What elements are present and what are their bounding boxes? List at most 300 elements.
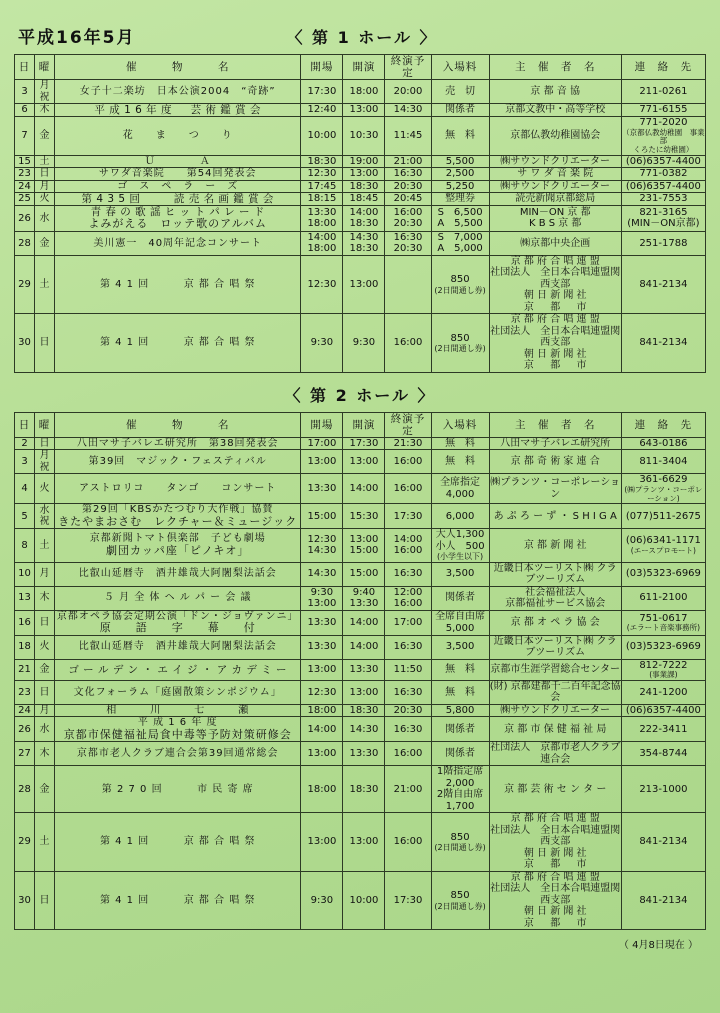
- cell-dow: 日: [35, 437, 55, 450]
- cell-organizer: 読売新聞京都総局: [489, 193, 621, 206]
- cell-organizer: 京 都 府 合 唱 連 盟 社団法人 全日本合唱連盟関西支部 朝 日 新 聞 社 京 都 市: [490, 314, 621, 372]
- cell-event-title: 文化フォーラム「庭園散策シンポジウム」: [55, 680, 301, 704]
- cell-end-time: 16:00: [385, 742, 431, 766]
- cell-fee: 無 料: [431, 680, 489, 704]
- cell-event-title: 女子十二楽坊 日本公演2004 “奇跡”: [55, 80, 301, 104]
- cell-organizer: ㈱プランツ・コーポレーション: [489, 474, 621, 504]
- cell-contact: (06)6341-1171 (エースプロモート): [621, 529, 705, 562]
- cell-dow: 土: [35, 255, 55, 314]
- cell-end-time: 16:30: [385, 635, 431, 659]
- cell-organizer: 京 都 府 合 唱 連 盟 社団法人 全日本合唱連盟関西支部 朝 日 新 聞 社 京 都 市: [490, 871, 621, 929]
- cell-fee: 無 料: [431, 450, 489, 474]
- cell-start-time: 13:00 15:00: [343, 529, 385, 562]
- cell-event-title: 第 4 1 回 京 都 合 唱 祭: [55, 255, 301, 314]
- cell-end-time: 16:00: [385, 314, 431, 373]
- cell-organizer: ㈱サウンドクリエーター: [489, 180, 621, 193]
- cell-event-title: Ｕ Ａ: [55, 155, 301, 168]
- cell-fee: 5,250: [431, 180, 489, 193]
- cell-day: 26: [15, 206, 35, 232]
- table-header-row: [15, 412, 706, 437]
- cell-organizer: 近畿日本ツーリスト㈱ クラブツーリズム: [489, 562, 621, 586]
- cell-start-time: 10:00: [343, 871, 385, 930]
- cell-start-time: 15:30: [343, 504, 385, 529]
- cell-start-time: 9:40 13:30: [343, 586, 385, 610]
- table-row: [15, 680, 706, 704]
- table-row: [15, 80, 706, 104]
- cell-organizer: 近畿日本ツーリスト㈱ クラブツーリズム: [489, 635, 621, 659]
- cell-open-time: 18:15: [301, 193, 343, 206]
- col-tel: 連 絡 先: [621, 55, 705, 80]
- cell-open-time: 17:30: [301, 80, 343, 104]
- cell-event-title: ゴ ス ペ ラ ー ズ: [55, 180, 301, 193]
- table-row: [15, 529, 706, 562]
- hall2-title: 〈 第 2 ホール 〉: [284, 385, 436, 405]
- col-title: 催 物 名: [55, 55, 301, 80]
- table-row: [15, 474, 706, 504]
- cell-event-title: ゴ ー ル デ ン ・ エ イ ジ ・ ア カ デ ミ ー: [55, 659, 301, 680]
- cell-contact: (077)511-2675: [621, 504, 705, 529]
- cell-start-time: 17:30: [343, 437, 385, 450]
- col-end: 終演予定: [385, 55, 431, 80]
- cell-end-time: 21:00: [385, 766, 431, 813]
- cell-fee: 5,800: [431, 704, 489, 717]
- month-label: 平成16年5月: [18, 28, 136, 48]
- cell-open-time: 12:30: [301, 168, 343, 181]
- cell-event-title: 八田マサ子バレエ研究所 第38回発表会: [55, 437, 301, 450]
- cell-organizer: 京 都 府 合 唱 連 盟 社団法人 全日本合唱連盟関西支部 朝 日 新 聞 社 京 都 市: [490, 255, 621, 313]
- cell-organizer: 京都市生涯学習総合センター: [489, 659, 621, 680]
- cell-contact: 841-2134: [621, 813, 705, 872]
- col-end: 終演予定: [385, 412, 431, 437]
- cell-contact: (06)6357-4400: [621, 155, 705, 168]
- cell-event-title: 京都新聞トマト倶楽部 子ども劇場 劇団カッパ座「ピノキオ」: [55, 529, 301, 562]
- cell-fee: 関係者: [431, 742, 489, 766]
- cell-contact: 222-3411: [621, 717, 705, 742]
- cell-open-time: 12:40: [301, 104, 343, 117]
- cell-day: 27: [15, 742, 35, 766]
- table-row: [15, 231, 706, 255]
- cell-start-time: 14:00 18:30: [343, 206, 385, 232]
- cell-dow: 木: [35, 586, 55, 610]
- cell-start-time: 14:30: [343, 717, 385, 742]
- cell-organizer: 社団法人 京都市老人クラブ連合会: [490, 742, 621, 765]
- cell-dow: 月 祝: [35, 80, 55, 104]
- cell-open-time: 9:30: [301, 314, 343, 373]
- cell-start-time: 13:00: [343, 450, 385, 474]
- cell-day: 25: [15, 193, 35, 206]
- table-row: [15, 813, 706, 872]
- cell-day: 15: [15, 155, 35, 168]
- cell-dow: 水: [35, 717, 55, 742]
- cell-fee: 3,500: [431, 562, 489, 586]
- cell-day: 24: [15, 180, 35, 193]
- cell-open-time: 15:00: [301, 504, 343, 529]
- cell-start-time: 10:30: [343, 117, 385, 155]
- col-fee: 入場料: [431, 412, 489, 437]
- cell-event-title: 第 4 3 5 回 読 売 名 画 鑑 賞 会: [55, 193, 301, 206]
- cell-fee: 関係者: [431, 104, 489, 117]
- cell-organizer: 京都仏教幼稚園協会: [489, 117, 621, 155]
- col-fee: 入場料: [431, 55, 489, 80]
- cell-organizer: ㈱サウンドクリエーター: [489, 704, 621, 717]
- cell-end-time: 16:00 20:30: [385, 206, 431, 232]
- col-start: 開演: [343, 412, 385, 437]
- cell-end-time: 16:30: [385, 717, 431, 742]
- col-title: 催 物 名: [55, 412, 301, 437]
- cell-contact: 812-7222 (事業課): [621, 659, 705, 680]
- cell-dow: 日: [35, 610, 55, 635]
- cell-open-time: 9:30: [301, 871, 343, 930]
- cell-open-time: 13:00: [301, 450, 343, 474]
- cell-open-time: 12:30 14:30: [301, 529, 343, 562]
- cell-fee: 関係者: [431, 717, 489, 742]
- col-day: 日: [15, 412, 35, 437]
- cell-contact: 241-1200: [621, 680, 705, 704]
- cell-contact: (03)5323-6969: [621, 562, 705, 586]
- cell-end-time: 11:50: [385, 659, 431, 680]
- cell-day: 5: [15, 504, 35, 529]
- cell-dow: 月 祝: [35, 450, 55, 474]
- cell-organizer: MIN－ON 京 都 K B S 京 都: [489, 206, 621, 232]
- cell-open-time: 18:00: [301, 766, 343, 813]
- cell-start-time: 14:00: [343, 474, 385, 504]
- table-row: [15, 871, 706, 930]
- cell-dow: 金: [35, 117, 55, 155]
- cell-dow: 火: [35, 635, 55, 659]
- cell-contact: 821-3165 (MIN－ON京都): [621, 206, 705, 232]
- cell-contact: 354-8744: [621, 742, 705, 766]
- cell-end-time: 20:30: [385, 704, 431, 717]
- hall1-table: [14, 54, 706, 373]
- cell-day: 23: [15, 168, 35, 181]
- cell-open-time: 17:00: [301, 437, 343, 450]
- cell-open-time: 13:30: [301, 474, 343, 504]
- cell-day: 7: [15, 117, 35, 155]
- cell-start-time: 13:00: [343, 255, 385, 314]
- cell-end-time: 21:30: [385, 437, 431, 450]
- cell-contact: 751-0617 (エラート音楽事務所): [621, 610, 705, 635]
- cell-day: 10: [15, 562, 35, 586]
- cell-open-time: 13:30: [301, 610, 343, 635]
- cell-start-time: 18:30: [343, 180, 385, 193]
- table-row: [15, 104, 706, 117]
- cell-dow: 日: [35, 680, 55, 704]
- cell-event-title: 青 春 の 歌 謡 ヒ ッ ト パ レ ー ド よみがえる ロッテ歌のアルバム: [55, 206, 301, 232]
- cell-organizer: (財) 京都建都千二百年記念協会: [489, 680, 621, 704]
- cell-day: 30: [15, 871, 35, 930]
- cell-contact: 841-2134: [621, 255, 705, 314]
- cell-dow: 木: [35, 742, 55, 766]
- cell-event-title: サワダ音楽院 第54回発表会: [55, 168, 301, 181]
- cell-contact: 841-2134: [621, 871, 705, 930]
- cell-end-time: 17:30: [385, 871, 431, 930]
- cell-end-time: 11:45: [385, 117, 431, 155]
- col-start: 開演: [343, 55, 385, 80]
- cell-open-time: 10:00: [301, 117, 343, 155]
- cell-dow: 木: [35, 104, 55, 117]
- cell-contact: 231-7553: [621, 193, 705, 206]
- table-row: [15, 193, 706, 206]
- cell-dow: 金: [35, 231, 55, 255]
- cell-start-time: 14:00: [343, 635, 385, 659]
- col-open: 開場: [301, 55, 343, 80]
- cell-event-title: 京都オペラ協会定期公演「ドン・ジョヴァンニ」 原 語 字 幕 付: [55, 610, 301, 635]
- cell-event-title: 第 2 7 0 回 市 民 寄 席: [55, 766, 301, 813]
- cell-day: 21: [15, 659, 35, 680]
- cell-open-time: 13:00: [301, 742, 343, 766]
- cell-day: 18: [15, 635, 35, 659]
- cell-day: 23: [15, 680, 35, 704]
- cell-end-time: 20:45: [385, 193, 431, 206]
- cell-day: 26: [15, 717, 35, 742]
- cell-fee: 無 料: [431, 659, 489, 680]
- cell-contact: 211-0261: [621, 80, 705, 104]
- cell-end-time: 16:00: [385, 450, 431, 474]
- table-row: [15, 117, 706, 155]
- cell-open-time: 13:00: [301, 659, 343, 680]
- cell-open-time: 18:00: [301, 704, 343, 717]
- cell-fee: 整理券: [431, 193, 489, 206]
- table-row: [15, 450, 706, 474]
- cell-open-time: 12:30: [301, 680, 343, 704]
- cell-fee: 3,500: [431, 635, 489, 659]
- cell-open-time: 14:00: [301, 717, 343, 742]
- cell-end-time: 21:00: [385, 155, 431, 168]
- cell-open-time: 13:00: [301, 813, 343, 872]
- cell-contact: (06)6357-4400: [621, 180, 705, 193]
- table-row: [15, 766, 706, 813]
- cell-organizer: 京 都 オ ペ ラ 協 会: [489, 610, 621, 635]
- hall2-body: [15, 437, 706, 929]
- table-row: [15, 155, 706, 168]
- cell-contact: 251-1788: [621, 231, 705, 255]
- cell-fee: 1階指定席2,000 2階自由席1,700: [431, 766, 489, 813]
- table-row: [15, 168, 706, 181]
- cell-start-time: 13:30: [343, 742, 385, 766]
- cell-event-title: 第 4 1 回 京 都 合 唱 祭: [55, 813, 301, 872]
- cell-fee: S 7,000 A 5,000: [431, 231, 489, 255]
- table-row: [15, 704, 706, 717]
- cell-event-title: 花 ま つ り: [55, 117, 301, 155]
- table-row: [15, 610, 706, 635]
- cell-day: 3: [15, 450, 35, 474]
- cell-end-time: 16:00: [385, 813, 431, 872]
- cell-fee: 850 (2日間通し券): [431, 871, 489, 930]
- cell-contact: 643-0186: [621, 437, 705, 450]
- cell-event-title: 相 川 七 瀬: [55, 704, 301, 717]
- col-open: 開場: [301, 412, 343, 437]
- cell-dow: 火: [35, 193, 55, 206]
- cell-dow: 土: [35, 529, 55, 562]
- hall1-title: 〈 第 1 ホール 〉: [286, 28, 438, 47]
- table-row: [15, 659, 706, 680]
- cell-end-time: 20:00: [385, 80, 431, 104]
- cell-event-title: 美川憲一 40周年記念コンサート: [55, 231, 301, 255]
- cell-start-time: 13:00: [343, 104, 385, 117]
- cell-dow: 月: [35, 704, 55, 717]
- cell-fee: 大人1,300 小人 500 (小学生以下): [431, 529, 489, 562]
- cell-end-time: [385, 255, 431, 314]
- cell-open-time: 9:30 13:00: [301, 586, 343, 610]
- cell-dow: 月: [35, 180, 55, 193]
- cell-start-time: 14:30 18:30: [343, 231, 385, 255]
- cell-event-title: 第29回「KBSかたつむり大作戦」協賛 きたやまおさむ レクチャー＆ミュージック: [55, 504, 301, 529]
- cell-dow: 土: [35, 813, 55, 872]
- table-row: [15, 180, 706, 193]
- cell-event-title: 第 4 1 回 京 都 合 唱 祭: [55, 314, 301, 373]
- cell-fee: 5,500: [431, 155, 489, 168]
- cell-day: 3: [15, 80, 35, 104]
- col-tel: 連 絡 先: [621, 412, 705, 437]
- cell-start-time: 18:00: [343, 80, 385, 104]
- table-row: [15, 437, 706, 450]
- cell-dow: 水: [35, 206, 55, 232]
- cell-fee: 無 料: [431, 437, 489, 450]
- cell-start-time: 13:30: [343, 659, 385, 680]
- cell-contact: 771-2020 （京都仏教幼稚園 事業部 くろたに幼稚園）: [622, 117, 705, 154]
- cell-open-time: 14:30: [301, 562, 343, 586]
- col-org: 主 催 者 名: [489, 55, 621, 80]
- cell-start-time: 13:00: [343, 680, 385, 704]
- table-row: [15, 504, 706, 529]
- table-header-row: [15, 55, 706, 80]
- cell-fee: S 6,500 A 5,500: [431, 206, 489, 232]
- cell-end-time: 16:30: [385, 680, 431, 704]
- cell-event-title: アストロリコ タンゴ コンサート: [55, 474, 301, 504]
- hall1-header: [18, 22, 706, 48]
- cell-contact: 611-2100: [621, 586, 705, 610]
- col-org: 主 催 者 名: [489, 412, 621, 437]
- cell-start-time: 15:00: [343, 562, 385, 586]
- cell-open-time: 18:30: [301, 155, 343, 168]
- cell-contact: (06)6357-4400: [621, 704, 705, 717]
- cell-fee: 850 (2日間通し券): [431, 255, 489, 314]
- cell-event-title: ５ 月 全 体 ヘ ル パ ー 会 議: [55, 586, 301, 610]
- cell-organizer: 京 都 奇 術 家 連 合: [489, 450, 621, 474]
- as-of-note: （ 4月8日現在 ）: [618, 940, 698, 952]
- cell-organizer: 社会福祉法人 京都福祉サービス協会: [489, 586, 621, 610]
- cell-dow: 日: [35, 314, 55, 373]
- cell-start-time: 13:00: [343, 813, 385, 872]
- cell-organizer: サ ワ ダ 音 楽 院: [489, 168, 621, 181]
- cell-dow: 水 祝: [35, 504, 55, 529]
- cell-end-time: 16:30: [385, 168, 431, 181]
- cell-end-time: 16:30 20:30: [385, 231, 431, 255]
- cell-dow: 月: [35, 562, 55, 586]
- cell-contact: 771-0382: [621, 168, 705, 181]
- table-row: [15, 206, 706, 232]
- col-day: 日: [15, 55, 35, 80]
- cell-fee: 2,500: [431, 168, 489, 181]
- cell-event-title: 平 成 1 6 年 度 京都市保健福祉局食中毒等予防対策研修会: [55, 717, 301, 742]
- cell-dow: 日: [35, 871, 55, 930]
- cell-day: 28: [15, 766, 35, 813]
- cell-contact: 771-6155: [621, 104, 705, 117]
- col-dow: 曜: [35, 55, 55, 80]
- cell-event-title: 京都市老人クラブ連合会第39回通常総会: [55, 742, 301, 766]
- cell-start-time: 18:30: [343, 766, 385, 813]
- cell-day: 30: [15, 314, 35, 373]
- cell-open-time: 14:00 18:00: [301, 231, 343, 255]
- table-row: [15, 562, 706, 586]
- cell-fee: 全席自由席 5,000: [431, 610, 489, 635]
- cell-end-time: 17:00: [385, 610, 431, 635]
- cell-organizer: 八田マサ子バレエ研究所: [489, 437, 621, 450]
- cell-day: 4: [15, 474, 35, 504]
- cell-organizer: ㈱京都中央企画: [489, 231, 621, 255]
- cell-contact: 213-1000: [621, 766, 705, 813]
- cell-end-time: 12:00 16:00: [385, 586, 431, 610]
- table-row: [15, 717, 706, 742]
- cell-end-time: 20:30: [385, 180, 431, 193]
- cell-contact: 841-2134: [621, 314, 705, 373]
- cell-organizer: 京 都 府 合 唱 連 盟 社団法人 全日本合唱連盟関西支部 朝 日 新 聞 社 京 都 市: [490, 813, 621, 871]
- cell-fee: 売 切: [431, 80, 489, 104]
- cell-day: 13: [15, 586, 35, 610]
- cell-end-time: 17:30: [385, 504, 431, 529]
- cell-open-time: 17:45: [301, 180, 343, 193]
- cell-day: 16: [15, 610, 35, 635]
- cell-organizer: 京 都 市 保 健 福 祉 局: [489, 717, 621, 742]
- cell-dow: 火: [35, 474, 55, 504]
- hall2-table: [14, 412, 706, 931]
- cell-day: 8: [15, 529, 35, 562]
- cell-event-title: 比叡山延暦寺 酒井雄哉大阿闍梨法話会: [55, 635, 301, 659]
- cell-event-title: 第 4 1 回 京 都 合 唱 祭: [55, 871, 301, 930]
- cell-contact: 361-6629 (㈱プランツ・コーポレーション): [621, 474, 705, 504]
- cell-dow: 金: [35, 659, 55, 680]
- cell-day: 2: [15, 437, 35, 450]
- cell-start-time: 13:00: [343, 168, 385, 181]
- cell-event-title: 第39回 マジック・フェスティバル: [55, 450, 301, 474]
- cell-end-time: 14:00 16:00: [385, 529, 431, 562]
- table-row: [15, 255, 706, 314]
- cell-dow: 土: [35, 155, 55, 168]
- cell-start-time: 14:00: [343, 610, 385, 635]
- cell-open-time: 13:30: [301, 635, 343, 659]
- table-row: [15, 635, 706, 659]
- cell-day: 29: [15, 813, 35, 872]
- cell-dow: 金: [35, 766, 55, 813]
- cell-start-time: 9:30: [343, 314, 385, 373]
- cell-day: 28: [15, 231, 35, 255]
- cell-fee: 850 (2日間通し券): [431, 314, 489, 373]
- cell-start-time: 18:30: [343, 704, 385, 717]
- cell-day: 29: [15, 255, 35, 314]
- cell-fee: 850 (2日間通し券): [431, 813, 489, 872]
- cell-day: 6: [15, 104, 35, 117]
- cell-organizer: 京 都 芸 術 セ ン タ ー: [489, 766, 621, 813]
- cell-fee: 6,000: [431, 504, 489, 529]
- cell-end-time: 16:30: [385, 562, 431, 586]
- cell-day: 24: [15, 704, 35, 717]
- cell-organizer: 京 都 新 聞 社: [489, 529, 621, 562]
- hall1-body: [15, 80, 706, 373]
- cell-organizer: あ ぷ ろ ー ず ・ S H I G A: [489, 504, 621, 529]
- cell-fee: 全席指定 4,000: [431, 474, 489, 504]
- cell-event-title: 平 成 1 6 年 度 芸 術 鑑 賞 会: [55, 104, 301, 117]
- cell-start-time: 19:00: [343, 155, 385, 168]
- cell-organizer: ㈱サウンドクリエーター: [489, 155, 621, 168]
- cell-dow: 日: [35, 168, 55, 181]
- table-row: [15, 314, 706, 373]
- table-row: [15, 742, 706, 766]
- cell-open-time: 13:30 18:00: [301, 206, 343, 232]
- cell-start-time: 18:45: [343, 193, 385, 206]
- cell-fee: 無 料: [431, 117, 489, 155]
- table-row: [15, 586, 706, 610]
- col-dow: 曜: [35, 412, 55, 437]
